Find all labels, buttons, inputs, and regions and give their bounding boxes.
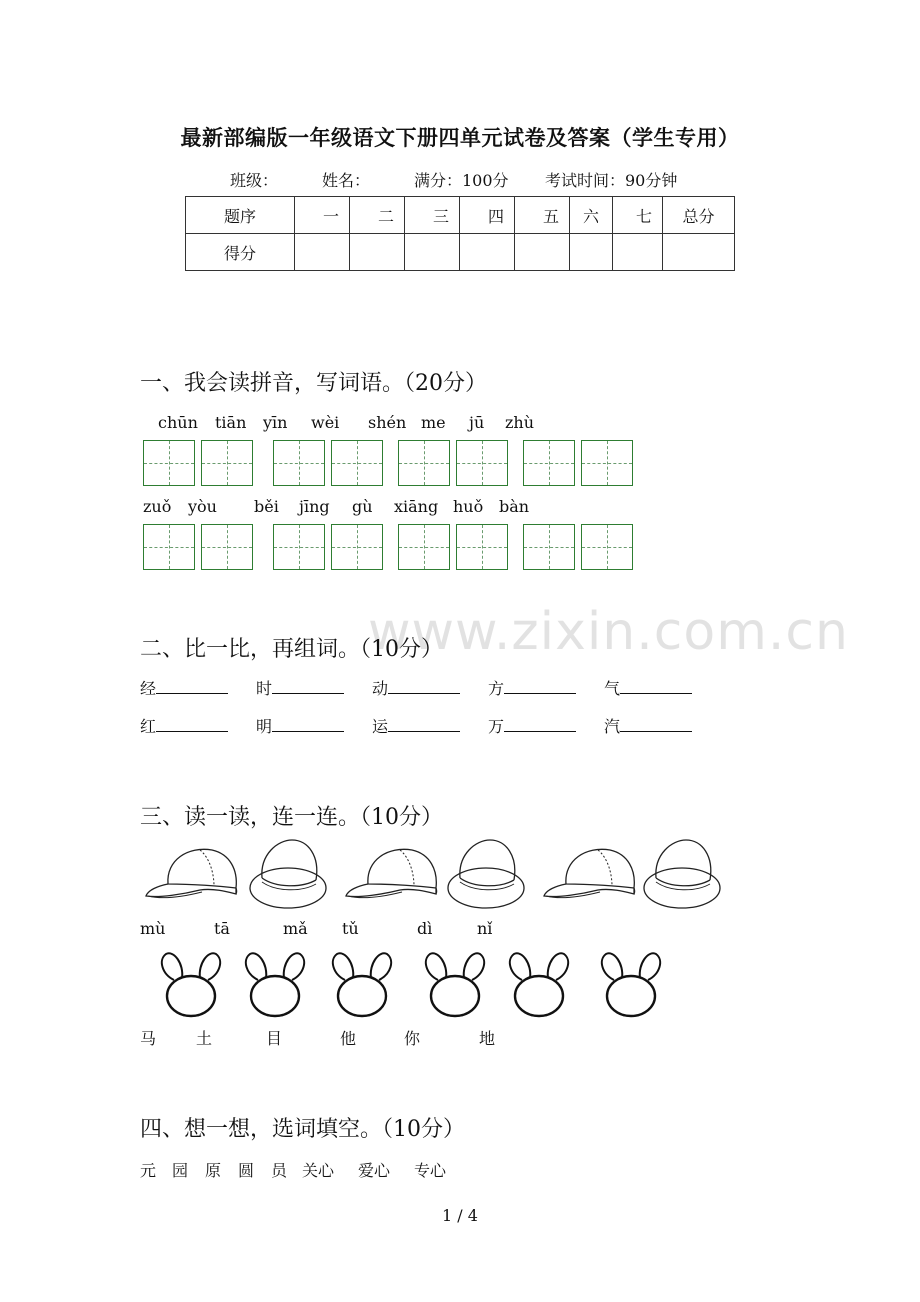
- answer-blank[interactable]: [156, 679, 228, 694]
- answer-blank[interactable]: [620, 679, 692, 694]
- answer-blank[interactable]: [156, 717, 228, 732]
- answer-blank[interactable]: [388, 717, 460, 732]
- answer-blank[interactable]: [272, 679, 344, 694]
- page-number: 1 / 4: [442, 1206, 478, 1225]
- word-option: 圆: [238, 1161, 255, 1180]
- pinyin: mù: [140, 919, 166, 938]
- section3-heading: 三、读一读，连一连。（10分）: [140, 805, 443, 830]
- writing-box[interactable]: [581, 524, 633, 570]
- score-cell[interactable]: [613, 234, 663, 271]
- word-option: 员: [271, 1161, 288, 1180]
- writing-box[interactable]: [331, 524, 383, 570]
- rabbit-icon[interactable]: [510, 953, 568, 1016]
- word-option: 元: [140, 1161, 157, 1180]
- writing-box[interactable]: [143, 440, 195, 486]
- exam-time: 考试时间：90分钟: [545, 171, 678, 190]
- answer-blank[interactable]: [272, 717, 344, 732]
- writing-box[interactable]: [273, 524, 325, 570]
- rabbit-icon[interactable]: [333, 953, 391, 1016]
- section2-heading: 二、比一比，再组词。（10分）: [140, 637, 443, 662]
- answer-blank[interactable]: [620, 717, 692, 732]
- char: 方: [488, 679, 505, 698]
- score-cell[interactable]: [515, 234, 570, 271]
- char: 你: [404, 1029, 421, 1048]
- answer-blank[interactable]: [504, 679, 576, 694]
- hat-icon[interactable]: [644, 840, 720, 908]
- score-cell[interactable]: [663, 234, 735, 271]
- score-table: [185, 196, 735, 271]
- writing-box[interactable]: [398, 440, 450, 486]
- pinyin: xiāng: [394, 497, 439, 516]
- column-header: 三: [405, 197, 460, 234]
- char: 马: [140, 1029, 157, 1048]
- rabbit-icon[interactable]: [426, 953, 484, 1016]
- word-option: 专心: [414, 1161, 447, 1180]
- pinyin: me: [421, 413, 446, 432]
- answer-blank[interactable]: [504, 717, 576, 732]
- pinyin: bàn: [499, 497, 530, 516]
- word-pair-item: [140, 714, 228, 737]
- word-pair-item: [604, 714, 692, 737]
- pinyin: tiān: [215, 413, 247, 432]
- column-header: 二: [350, 197, 405, 234]
- pinyin: tǔ: [342, 919, 359, 938]
- word-option: 关心: [302, 1161, 335, 1180]
- hat-icon[interactable]: [448, 840, 524, 908]
- score-cell[interactable]: [295, 234, 350, 271]
- pinyin: tā: [214, 919, 230, 938]
- writing-box[interactable]: [581, 440, 633, 486]
- char: 时: [256, 679, 273, 698]
- name-label: 姓名：: [322, 171, 371, 190]
- section1-pinyin-row1: [0, 413, 920, 433]
- word-option: 爱心: [358, 1161, 391, 1180]
- section4-heading: 四、想一想，选词填空。（10分）: [140, 1117, 465, 1142]
- char: 红: [140, 717, 157, 736]
- section1-pinyin-row2: [0, 497, 920, 517]
- writing-box[interactable]: [456, 440, 508, 486]
- writing-box[interactable]: [398, 524, 450, 570]
- watermark-text: www.zixin.com.cn: [368, 602, 849, 662]
- char: 明: [256, 717, 273, 736]
- char: 经: [140, 679, 157, 698]
- word-pair-item: [488, 676, 576, 699]
- pinyin: dì: [417, 919, 433, 938]
- full-score: 满分：100分: [414, 171, 509, 190]
- score-cell[interactable]: [350, 234, 405, 271]
- pinyin: yīn: [263, 413, 288, 432]
- pinyin: wèi: [311, 413, 340, 432]
- column-header: 四: [460, 197, 515, 234]
- word-pair-item: [604, 676, 692, 699]
- cap-icon[interactable]: [346, 849, 437, 897]
- word-pair-item: [256, 676, 344, 699]
- column-header: 一: [295, 197, 350, 234]
- column-header: 五: [515, 197, 570, 234]
- rabbit-icon[interactable]: [162, 953, 220, 1016]
- row-header: 题序: [186, 197, 295, 234]
- pinyin: yòu: [188, 497, 217, 516]
- word-option: 原: [205, 1161, 222, 1180]
- char: 万: [488, 717, 505, 736]
- section3-char-row: [0, 1026, 920, 1046]
- score-cell[interactable]: [570, 234, 613, 271]
- char: 动: [372, 679, 389, 698]
- char: 气: [604, 679, 621, 698]
- cap-icon[interactable]: [544, 849, 635, 897]
- writing-box[interactable]: [523, 524, 575, 570]
- char: 运: [372, 717, 389, 736]
- word-pair-item: [372, 714, 460, 737]
- rabbit-icon[interactable]: [602, 953, 660, 1016]
- class-label: 班级：: [230, 171, 279, 190]
- writing-box[interactable]: [201, 524, 253, 570]
- rabbits-illustration: [150, 950, 690, 1020]
- pinyin: nǐ: [477, 919, 493, 938]
- word-pair-item: [256, 714, 344, 737]
- cap-icon[interactable]: [146, 849, 237, 897]
- pinyin: běi: [254, 497, 279, 516]
- word-pair-item: [140, 676, 228, 699]
- pinyin: huǒ: [453, 497, 484, 516]
- word-option: 园: [172, 1161, 189, 1180]
- section1-heading: 一、我会读拼音，写词语。（20分）: [140, 371, 487, 396]
- char: 地: [479, 1029, 496, 1048]
- pinyin: shén: [368, 413, 407, 432]
- pinyin: chūn: [158, 413, 198, 432]
- writing-box[interactable]: [273, 440, 325, 486]
- writing-box[interactable]: [143, 524, 195, 570]
- writing-box[interactable]: [523, 440, 575, 486]
- section4-word-bank: [0, 1158, 920, 1178]
- word-pair-item: [372, 676, 460, 699]
- pinyin: gù: [352, 497, 373, 516]
- table-row: [186, 197, 735, 234]
- page-title: 最新部编版一年级语文下册四单元试卷及答案（学生专用）: [180, 125, 740, 150]
- word-pair-item: [488, 714, 576, 737]
- column-header: 七: [613, 197, 663, 234]
- char: 目: [266, 1029, 283, 1048]
- writing-box[interactable]: [456, 524, 508, 570]
- writing-box[interactable]: [201, 440, 253, 486]
- pinyin: mǎ: [283, 919, 308, 938]
- column-header: 六: [570, 197, 613, 234]
- hat-icon[interactable]: [250, 840, 326, 908]
- column-header: 总分: [663, 197, 735, 234]
- pinyin: zuǒ: [143, 497, 172, 516]
- table-row: [186, 234, 735, 271]
- char: 土: [196, 1029, 213, 1048]
- pinyin: jū: [469, 413, 485, 432]
- pinyin: jīng: [299, 497, 330, 516]
- score-cell[interactable]: [405, 234, 460, 271]
- pinyin: zhù: [505, 413, 535, 432]
- section3-pinyin-row: [0, 919, 920, 939]
- char: 他: [340, 1029, 357, 1048]
- hats-illustration: [140, 834, 740, 914]
- score-cell[interactable]: [460, 234, 515, 271]
- answer-blank[interactable]: [388, 679, 460, 694]
- writing-box[interactable]: [331, 440, 383, 486]
- row-header: 得分: [186, 234, 295, 271]
- rabbit-icon[interactable]: [246, 953, 304, 1016]
- char: 汽: [604, 717, 621, 736]
